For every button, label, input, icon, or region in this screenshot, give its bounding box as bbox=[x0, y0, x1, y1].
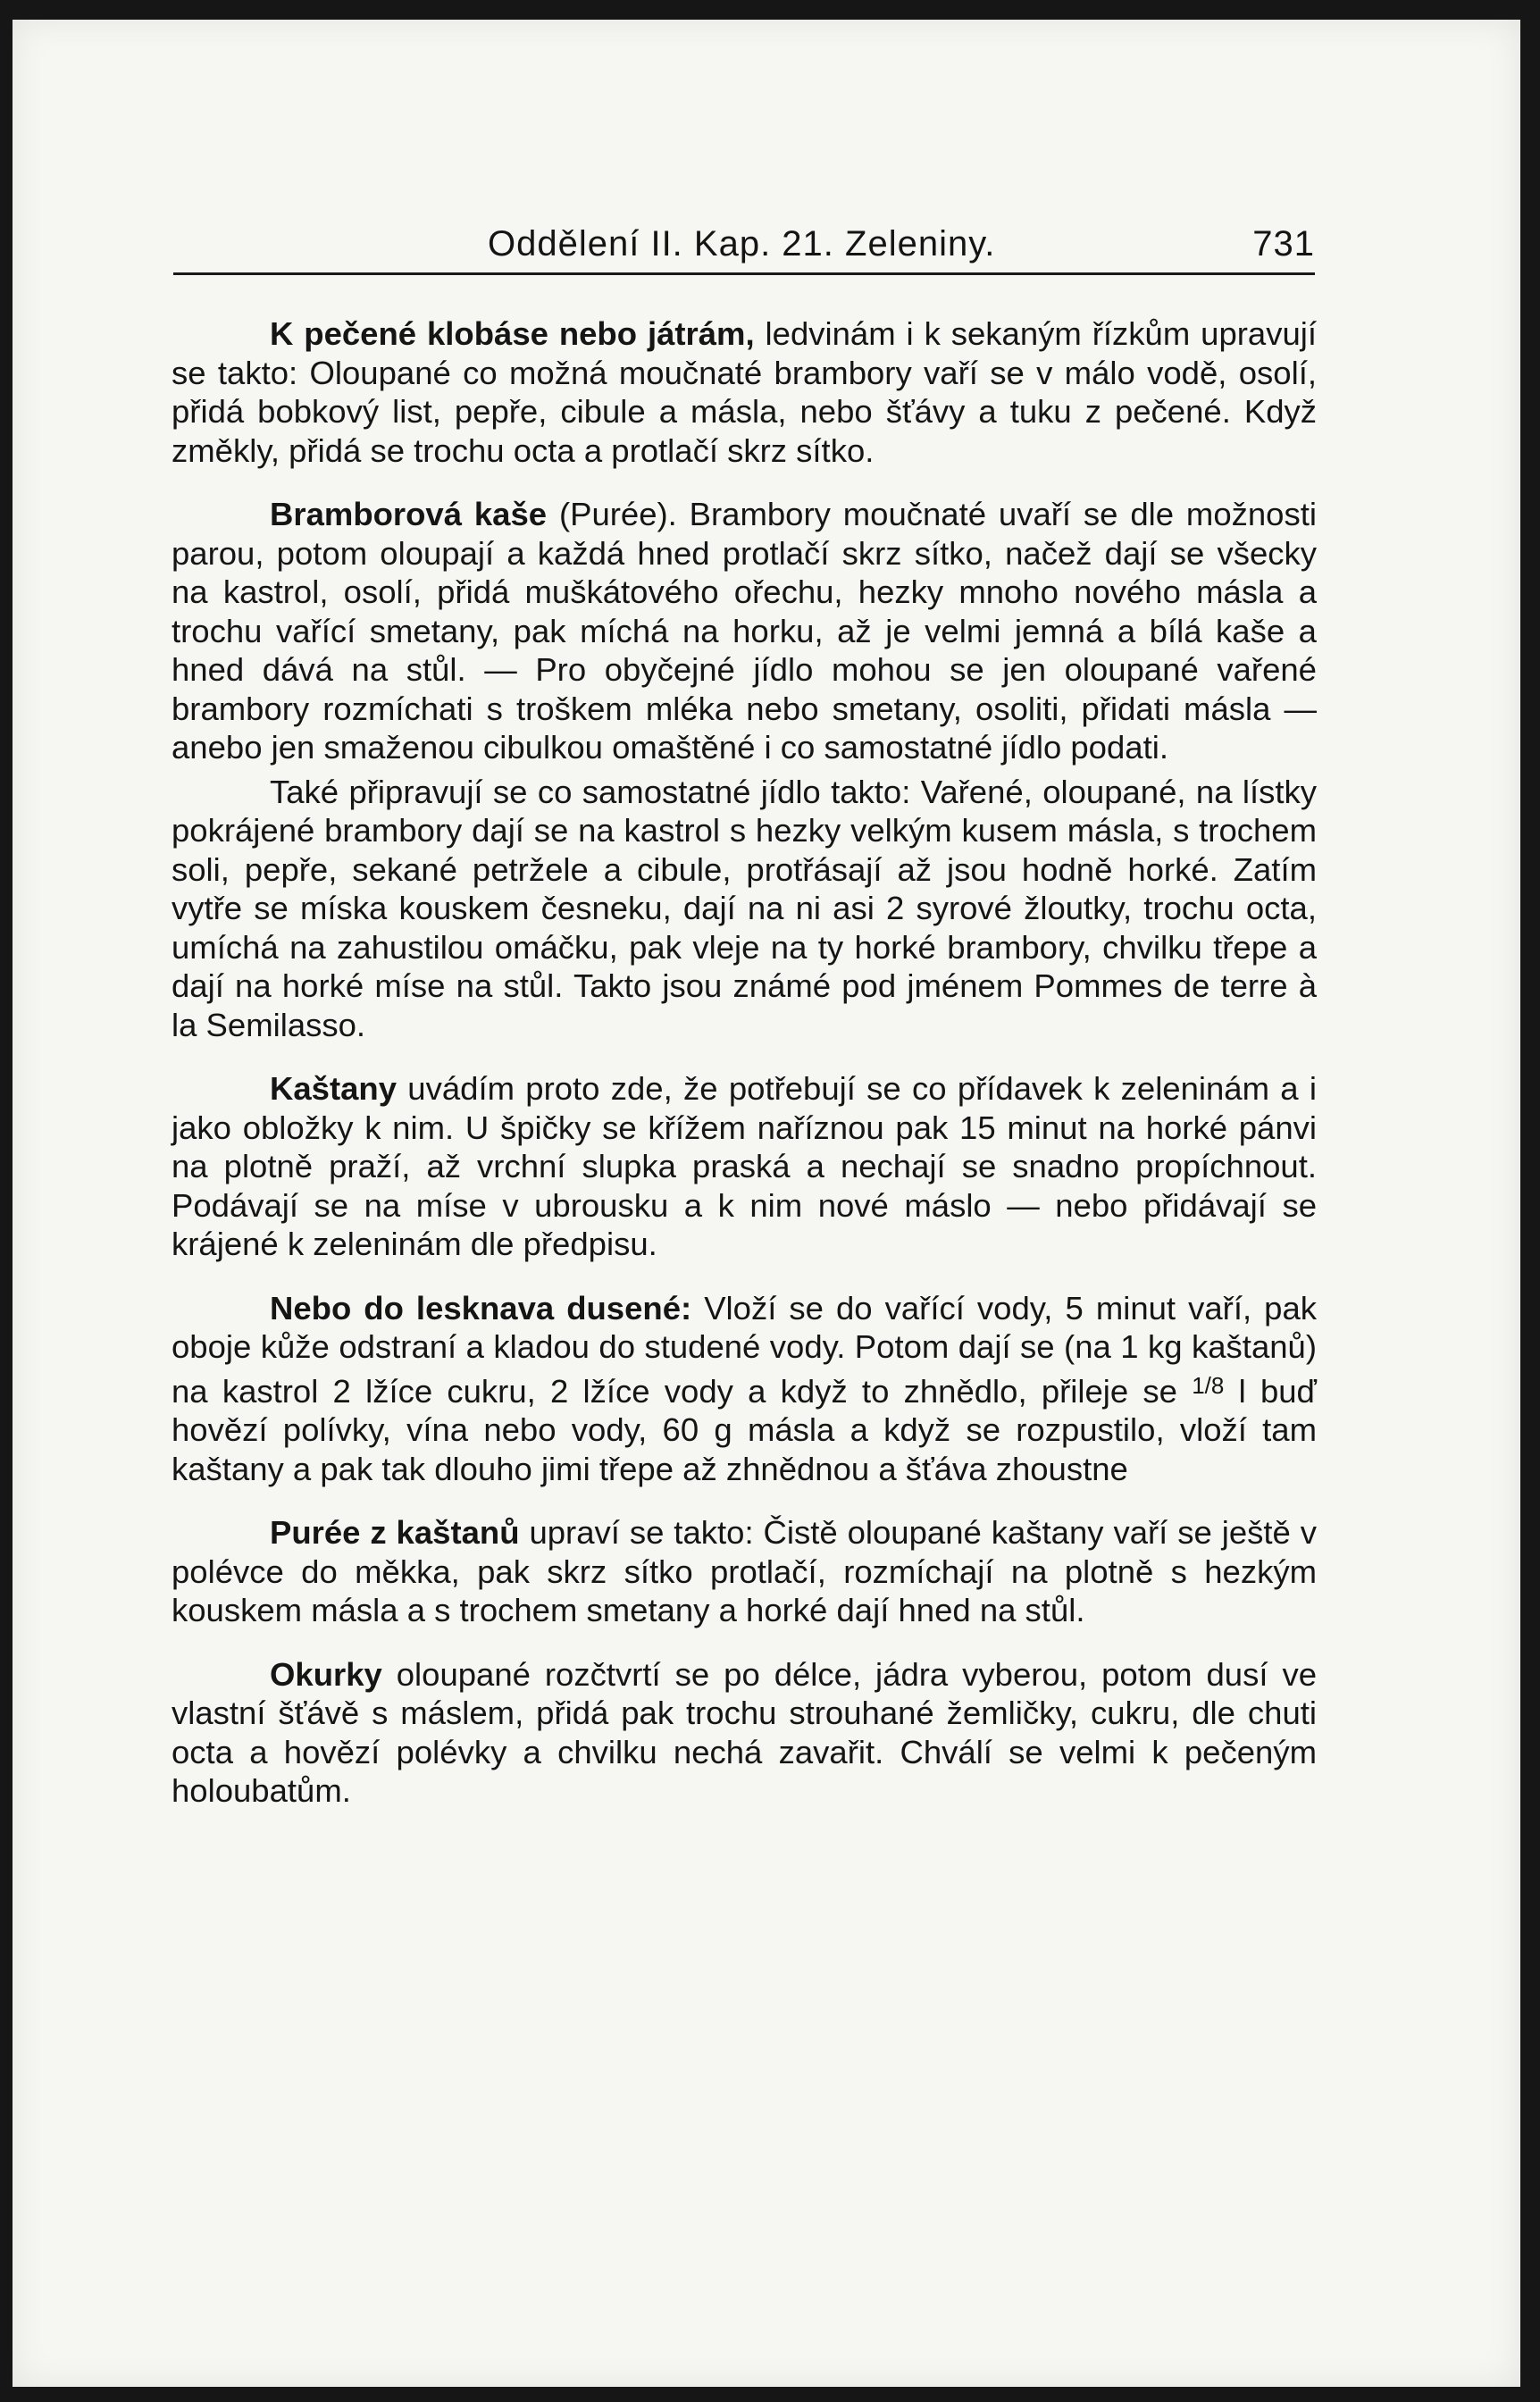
fraction: 1/8 bbox=[1192, 1371, 1225, 1399]
paragraph-lead: Purée z kaštanů bbox=[270, 1514, 520, 1551]
paragraph-text: oloupané rozčtvrtí se po délce, jádra vyberou, potom dusí ve vlastní šťávě s máslem, přidá pak trochu strouhané žemličky, cukru, dle chuti octa a hovězí polévky a chvilku nechá zavařit. Chválí se velmi k pečeným holoubatům. bbox=[172, 1655, 1317, 1809]
paragraph-lead: Nebo do lesknava dusené: bbox=[270, 1289, 692, 1327]
paragraph-semilasso bbox=[172, 773, 1317, 1045]
page-number: 731 bbox=[1252, 224, 1315, 264]
paragraph-lead: K pečené klobáse nebo játrám, bbox=[270, 315, 755, 352]
paragraph-lead: Okurky bbox=[270, 1655, 382, 1693]
paragraph-cucumbers bbox=[172, 1655, 1317, 1811]
paragraph-text: Vloží se do vařící vody, 5 minut vaří, pak oboje kůže odstraní a kladou do studené vody. Potom dají se (na 1 kg kaštanů) na kastrol 2 lžíce cukru, 2 lžíce vody a když to zhnědlo, přileje se bbox=[172, 1289, 1317, 1410]
running-header bbox=[173, 221, 1315, 275]
paragraph-text: uvádím proto zde, že potřebují se co přídavek k zeleninám a i jako obložky k nim. U špičky se křížem naříznou pak 15 minut na horké pánvi na plotně praží, až vrchní slupka praská a nechají se snadno propíchnout. Podávají se na míse v ubrousku a k nim nové máslo — nebo přidávají se krájené k zeleninám dle předpisu. bbox=[172, 1070, 1317, 1262]
fraction-denominator: 8 bbox=[1210, 1371, 1225, 1399]
paragraph-text: l buď hovězí polívky, vína nebo vody, 60 g másla a když se rozpustilo, vloží tam kaštany a pak tak dlouho jimi třepe až zhnědnou a šťáva zhoustne bbox=[172, 1372, 1317, 1487]
paragraph-text: Také připravují se co samostatné jídlo takto: Vařené, oloupané, na lístky pokrájené brambory dají se na kastrol s hezky velkým kusem másla, s trochem soli, pepře, sekané petržele a cibule, protřásají až jsou hodně horké. Zatím vytře se míska kouskem česneku, dají na ni asi 2 syrové žloutky, trochu octa, umíchá na zahustilou omáčku, pak vleje na ty horké brambory, chvilku třepe a dají na horké míse na stůl. Takto jsou známé pod jménem Pommes de terre à la Semilasso. bbox=[172, 773, 1317, 1043]
body-text bbox=[172, 314, 1317, 1811]
paragraph-sausage-potatoes bbox=[172, 314, 1317, 470]
paragraph-text: ledvinám i k sekaným řízkům upravují se takto: Oloupané co možná moučnaté brambory vaří se v málo vodě, osolí, přidá bobkový list, pepře, cibule a másla, nebo šťávy a tuku z pečené. Když změkly, přidá se trochu octa a protlačí skrz sítko. bbox=[172, 315, 1317, 469]
paragraph-lead: Kaštany bbox=[270, 1070, 398, 1107]
paragraph-lead: Bramborová kaše bbox=[270, 496, 548, 532]
book-page bbox=[13, 20, 1520, 2387]
paragraph-text: upraví se takto: Čistě oloupané kaštany vaří se ještě v polévce do měkka, pak skrz sítko protlačí, rozmíchají na plotně s hezkým kouskem másla a s trochem smetany a horké dají hned na stůl. bbox=[172, 1514, 1318, 1628]
fraction-numerator: 1 bbox=[1192, 1371, 1205, 1399]
paragraph-mashed-potatoes bbox=[172, 495, 1317, 767]
paragraph-chestnut-puree bbox=[172, 1513, 1317, 1630]
paragraph-text: (Purée). Brambory moučnaté uvaří se dle možnosti parou, potom oloupají a každá hned protlačí skrz sítko, načež dají se všecky na kastrol, osolí, přidá muškátového ořechu, hezky mnoho nového másla a trochu vařící smetany, pak míchá na horku, až je velmi jemná a bílá kaše a hned dává na stůl. — Pro obyčejné jídlo mohou se jen oloupané vařené brambory rozmíchati s troškem mléka nebo smetany, osoliti, přidati másla — anebo jen smaženou cibulkou omaštěné i co samostatné jídlo podati. bbox=[172, 496, 1317, 766]
paragraph-glazed-chestnuts bbox=[172, 1289, 1317, 1489]
header-title: Oddělení II. Kap. 21. Zeleniny. bbox=[488, 224, 996, 264]
paragraph-chestnuts bbox=[172, 1069, 1317, 1264]
